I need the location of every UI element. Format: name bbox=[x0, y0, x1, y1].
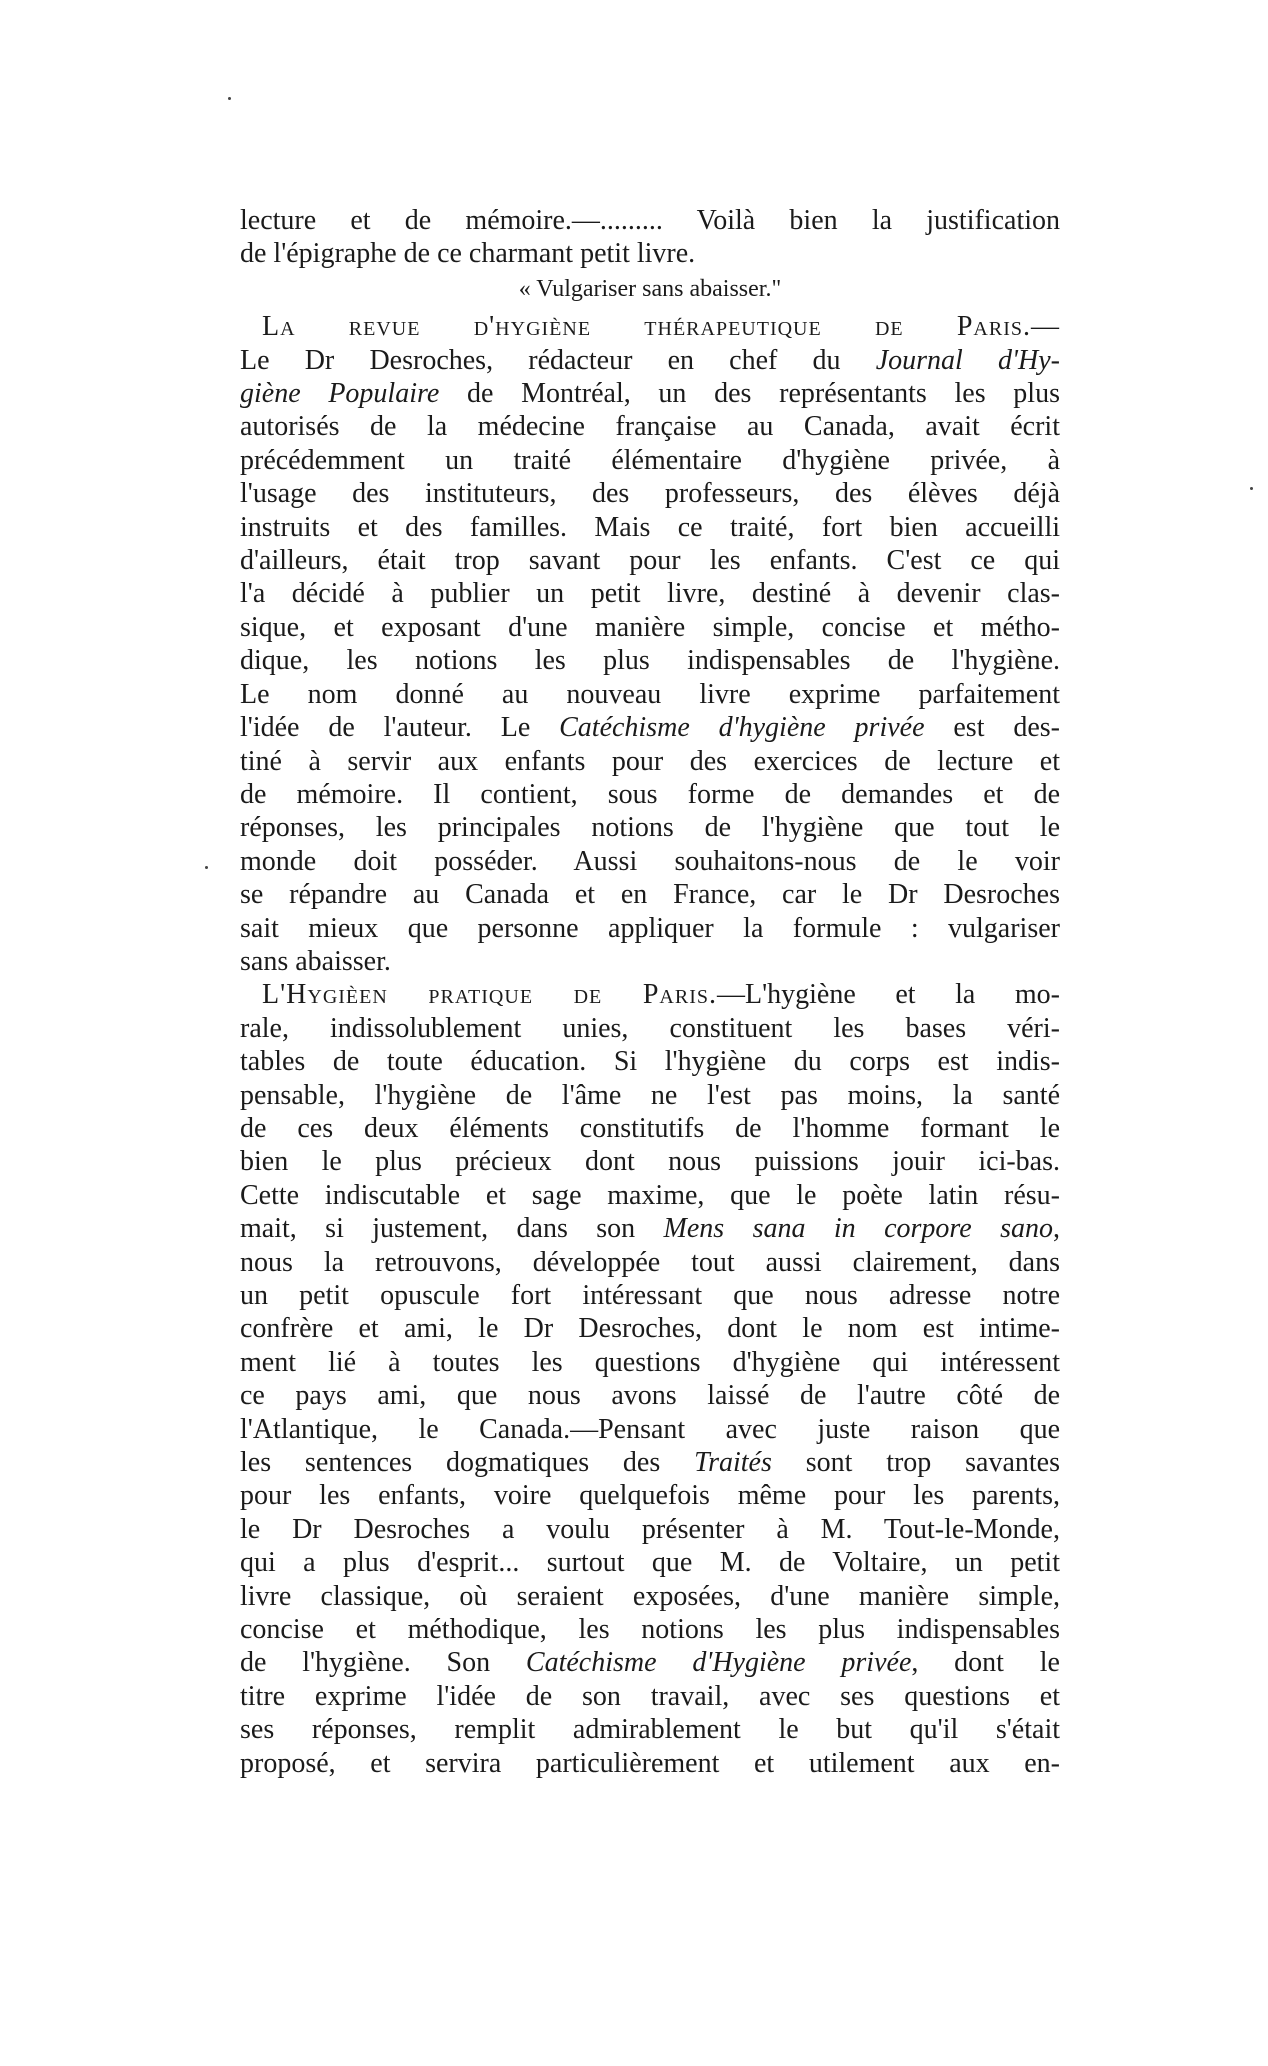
text-line: précédemment un traité élémentaire d'hygiène privée, à bbox=[240, 444, 1060, 476]
text-line: ce pays ami, que nous avons laissé de l'autre côté de bbox=[240, 1380, 1060, 1412]
page-speck bbox=[205, 866, 208, 869]
text-line: sique, et exposant d'une manière simple, concise et métho- bbox=[240, 611, 1060, 643]
text-line: Cette indiscutable et sage maxime, que le poète latin résu- bbox=[240, 1179, 1060, 1211]
text-line: ment lié à toutes les questions d'hygiène qui intéressent bbox=[240, 1346, 1060, 1378]
text-line: autorisés de la médecine française au Canada, avait écrit bbox=[240, 411, 1060, 443]
text-line: de mémoire. Il contient, sous forme de demandes et de bbox=[240, 778, 1060, 810]
text-line: proposé, et servira particulièrement et utilement aux en- bbox=[240, 1747, 1060, 1779]
body-text bbox=[240, 204, 1060, 1780]
text-line: titre exprime l'idée de son travail, avec ses questions et bbox=[240, 1680, 1060, 1712]
text-line: instruits et des familles. Mais ce traité, fort bien accueilli bbox=[240, 511, 1060, 543]
section-heading: La revue d'hygiène thérapeutique de Paris.— bbox=[262, 311, 1060, 343]
text-line: mait, si justement, dans son Mens sana in corpore sano, bbox=[240, 1213, 1060, 1245]
text-line: sans abaisser. bbox=[240, 945, 391, 977]
text-line: réponses, les principales notions de l'hygiène que tout le bbox=[240, 812, 1060, 844]
text-line: de ces deux éléments constitutifs de l'homme formant le bbox=[240, 1112, 1060, 1144]
text-line: Le Dr Desroches, rédacteur en chef du Journal d'Hy- bbox=[240, 344, 1060, 376]
text-line: livre classique, où seraient exposées, d'une manière simple, bbox=[240, 1580, 1060, 1612]
text-line: ses réponses, remplit admirablement le but qu'il s'était bbox=[240, 1714, 1060, 1746]
text-line: qui a plus d'esprit... surtout que M. de Voltaire, un petit bbox=[240, 1547, 1060, 1579]
epigraph: « Vulgariser sans abaisser." bbox=[518, 275, 782, 302]
text-line: confrère et ami, le Dr Desroches, dont le nom est intime- bbox=[240, 1313, 1060, 1345]
text-line: d'ailleurs, était trop savant pour les enfants. C'est ce qui bbox=[240, 545, 1060, 577]
text-line: les sentences dogmatiques des Traités sont trop savantes bbox=[240, 1447, 1060, 1479]
text-line: sait mieux que personne appliquer la formule : vulgariser bbox=[240, 912, 1060, 944]
heading-rest: —L'hygiène et la mo- bbox=[716, 979, 1060, 1011]
text-line: de l'hygiène. Son Catéchisme d'Hygiène privée, dont le bbox=[240, 1647, 1060, 1679]
text-line: Le nom donné au nouveau livre exprime parfaitement bbox=[240, 678, 1060, 710]
text-line: l'a décidé à publier un petit livre, destiné à devenir clas- bbox=[240, 578, 1060, 610]
text-line: dique, les notions les plus indispensables de l'hygiène. bbox=[240, 645, 1060, 677]
text-line: lecture et de mémoire.—......... Voilà bien la justification bbox=[240, 205, 1060, 236]
text-line: l'idée de l'auteur. Le Catéchisme d'hygiène privée est des- bbox=[240, 712, 1060, 744]
text-line: pensable, l'hygiène de l'âme ne l'est pas moins, la santé bbox=[240, 1079, 1060, 1111]
text-line: concise et méthodique, les notions les plus indispensables bbox=[240, 1614, 1060, 1646]
text-line: l'Atlantique, le Canada.—Pensant avec juste raison que bbox=[240, 1413, 1060, 1445]
text-line: nous la retrouvons, développée tout aussi clairement, dans bbox=[240, 1246, 1060, 1278]
page-speck bbox=[1250, 487, 1253, 490]
text-line: de l'épigraphe de ce charmant petit livre. bbox=[240, 238, 696, 270]
text-line: monde doit posséder. Aussi souhaitons-nous de le voir bbox=[240, 845, 1060, 877]
text-line: rale, indissolublement unies, constituent les bases véri- bbox=[240, 1012, 1060, 1044]
text-line: tables de toute éducation. Si l'hygiène du corps est indis- bbox=[240, 1046, 1060, 1078]
text-line: se répandre au Canada et en France, car le Dr Desroches bbox=[240, 879, 1060, 911]
section-heading bbox=[240, 978, 1060, 1011]
text-line: giène Populaire de Montréal, un des représentants les plus bbox=[240, 378, 1060, 410]
page-speck bbox=[228, 97, 231, 100]
text-line: le Dr Desroches a voulu présenter à M. Tout-le-Monde, bbox=[240, 1513, 1060, 1545]
text-line: l'usage des instituteurs, des professeurs, des élèves déjà bbox=[240, 478, 1060, 510]
text-line: bien le plus précieux dont nous puissions jouir ici-bas. bbox=[240, 1146, 1060, 1178]
text-line: pour les enfants, voire quelquefois même pour les parents, bbox=[240, 1480, 1060, 1512]
text-line: un petit opuscule fort intéressant que nous adresse notre bbox=[240, 1280, 1060, 1311]
text-line: tiné à servir aux enfants pour des exercices de lecture et bbox=[240, 745, 1060, 777]
heading-small-caps: L'Hygièen pratique de Paris. bbox=[262, 979, 717, 1011]
